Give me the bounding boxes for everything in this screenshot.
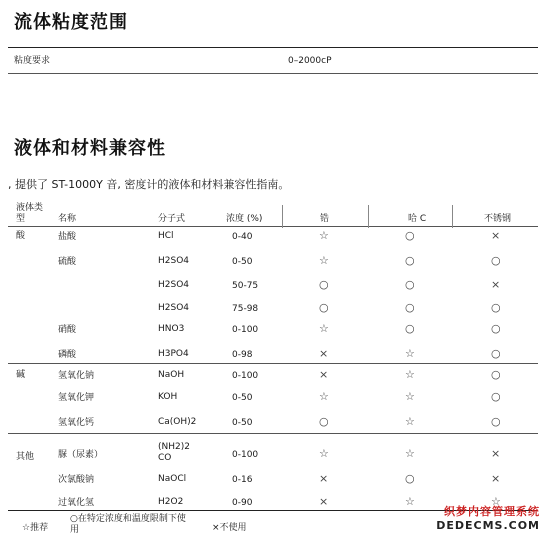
row-concentration: 0-50 [232,257,253,267]
row-formula: (NH2)2 CO [158,442,190,463]
compat-title: 液体和材料兼容性 [14,138,166,159]
row-concentration: 0-98 [232,350,253,360]
row-formula: Ca(OH)2 [158,417,197,427]
group-rule-acid-base [8,363,538,364]
row-stainless-rating: × [491,278,501,291]
row-hastelloy-rating: ☆ [405,415,415,428]
viscosity-bottom-rule [8,73,538,74]
row-hastelloy-rating: ☆ [405,447,415,460]
row-formula: HNO3 [158,324,185,334]
row-hastelloy-rating: ☆ [405,390,415,403]
row-name: 氢氧化钠 [58,371,95,381]
row-hastelloy-rating: ○ [405,278,415,291]
row-stainless-rating: ○ [491,322,501,335]
viscosity-title: 流体粘度范围 [14,12,128,33]
row-formula: H2SO4 [158,280,190,290]
row-hastelloy-rating: ☆ [405,368,415,381]
row-name: 次氯酸钠 [58,475,95,485]
row-formula: H2SO4 [158,303,190,313]
row-zirconium-rating: ☆ [319,447,329,460]
row-hastelloy-rating: ○ [405,301,415,314]
legend-limited-line1: ○在特定浓度和温度限制下使 [70,514,186,524]
row-formula: NaOH [158,370,185,380]
row-zirconium-rating: ☆ [319,229,329,242]
viscosity-value: 0–2000cP [288,56,332,66]
row-stainless-rating: ○ [491,415,501,428]
row-concentration: 50-75 [232,281,259,291]
row-zirconium-rating: ☆ [319,322,329,335]
row-stainless-rating: ○ [491,390,501,403]
row-zirconium-rating: × [319,495,329,508]
row-zirconium-rating: × [319,472,329,485]
header-m3: 不锈钢 [484,214,512,224]
row-concentration: 0-40 [232,232,253,242]
row-zirconium-rating: ☆ [319,390,329,403]
row-zirconium-rating: ○ [319,415,329,428]
row-name: 脲（尿素） [58,450,104,460]
header-formula: 分子式 [158,214,186,224]
row-concentration: 0-100 [232,325,259,335]
row-name: 氢氧化钙 [58,418,95,428]
col-divider-1 [282,205,283,228]
col-divider-2 [368,205,369,228]
viscosity-top-rule [8,47,538,48]
row-name: 氢氧化钾 [58,393,95,403]
row-zirconium-rating: ○ [319,301,329,314]
legend-recommend: ☆推荐 [22,523,49,533]
watermark-line2: DEDECMS.COM [436,519,540,532]
header-name: 名称 [58,214,77,224]
group-rule-base-other [8,433,538,434]
row-concentration: 0-100 [232,450,259,460]
row-zirconium-rating: × [319,368,329,381]
row-hastelloy-rating: ☆ [405,495,415,508]
row-stainless-rating: ○ [491,254,501,267]
row-hastelloy-rating: ○ [405,229,415,242]
row-formula: NaOCl [158,474,187,484]
row-name: 盐酸 [58,232,77,242]
row-name: 硫酸 [58,257,77,267]
header-conc: 浓度 (%) [226,214,263,224]
header-type [16,203,46,225]
row-formula: H2O2 [158,497,184,507]
row-hastelloy-rating: ○ [405,472,415,485]
row-name: 磷酸 [58,350,77,360]
row-zirconium-rating: ○ [319,278,329,291]
watermark-logo [436,503,540,532]
row-concentration: 0-50 [232,418,253,428]
viscosity-label: 粘度要求 [14,56,51,66]
group-other: 其他 [16,452,35,462]
row-stainless-rating: × [491,447,501,460]
row-concentration: 0-50 [232,393,253,403]
header-m2: 哈 C [408,214,427,224]
group-acid: 酸 [16,231,26,241]
row-concentration: 0-90 [232,498,253,508]
row-hastelloy-rating: ○ [405,322,415,335]
row-stainless-rating: ○ [491,368,501,381]
watermark-line1: 织梦内容管理系统 [444,505,540,518]
row-zirconium-rating: × [319,347,329,360]
row-zirconium-rating: ☆ [319,254,329,267]
row-formula: HCl [158,231,174,241]
row-formula: KOH [158,392,178,402]
row-stainless-rating: ○ [491,301,501,314]
col-divider-3 [452,205,453,228]
legend-limited [70,514,186,536]
header-m1: 锆 [320,214,330,224]
row-concentration: 75-98 [232,304,259,314]
compat-intro: , 提供了 ST-1000Y 音, 密度计的液体和材料兼容性指南。 [8,178,290,191]
row-stainless-rating: × [491,472,501,485]
group-base: 碱 [16,370,26,380]
row-hastelloy-rating: ☆ [405,347,415,360]
row-stainless-rating: × [491,229,501,242]
row-concentration: 0-100 [232,371,259,381]
row-name: 硝酸 [58,325,77,335]
row-formula: H2SO4 [158,256,190,266]
row-formula: H3PO4 [158,349,189,359]
row-stainless-rating: ☆ [491,495,501,508]
legend-limited-line2: 用 [70,525,80,535]
row-name: 过氧化氢 [58,498,95,508]
header-rule [8,226,538,227]
row-hastelloy-rating: ○ [405,254,415,267]
legend-not-use: ×不使用 [212,523,247,533]
row-concentration: 0-16 [232,475,253,485]
row-stainless-rating: ○ [491,347,501,360]
header-type-text: 液体类型 [16,203,44,224]
